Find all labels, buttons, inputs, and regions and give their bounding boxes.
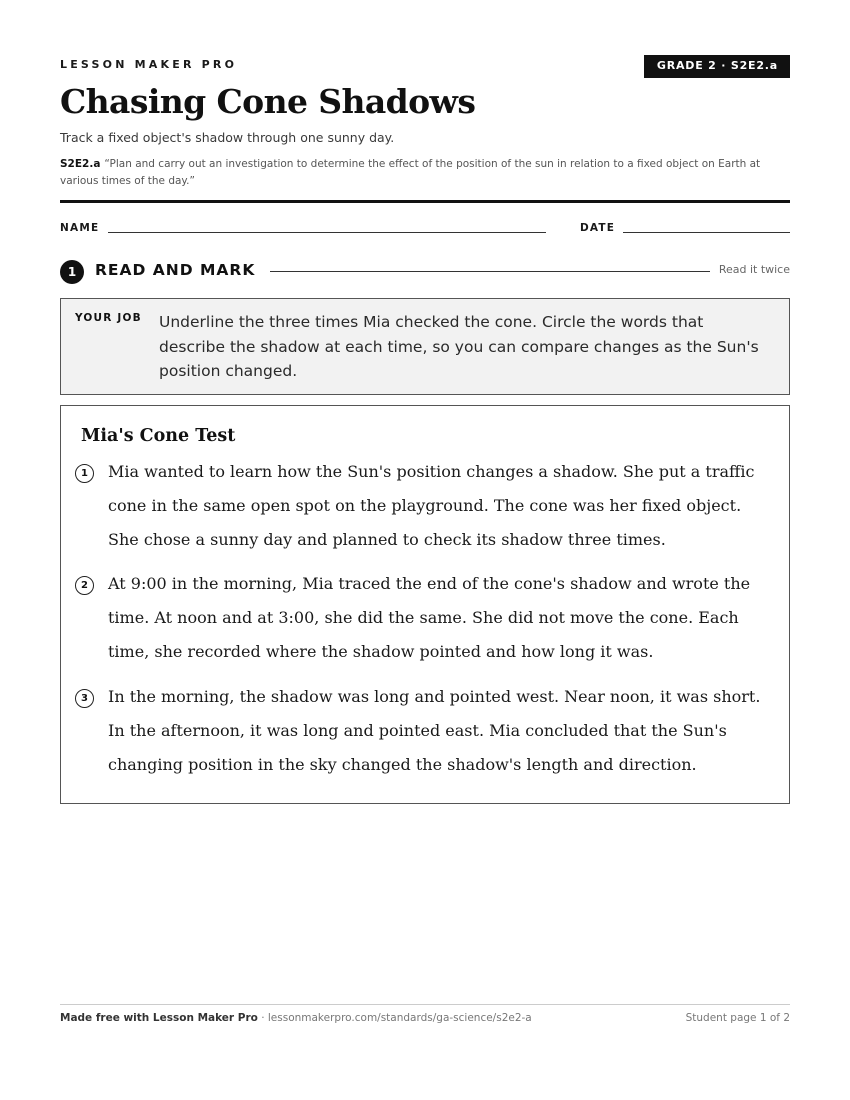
passage-title: Mia's Cone Test	[81, 426, 236, 446]
paragraph-number-3: 3	[75, 689, 94, 708]
page-title: Chasing Cone Shadows	[60, 82, 476, 121]
footer-url[interactable]: lessonmakerpro.com/standards/ga-science/s2e2-a	[267, 1012, 532, 1024]
standard-statement	[60, 156, 790, 190]
standard-code: S2E2.a	[60, 158, 101, 170]
paragraph-number-1: 1	[75, 464, 94, 483]
footer-divider	[60, 1004, 790, 1005]
footer-page-number: Student page 1 of 2	[685, 1012, 790, 1024]
footer-separator: ·	[257, 1012, 268, 1024]
your-job-label: YOUR JOB	[75, 312, 142, 324]
date-line[interactable]	[623, 232, 790, 233]
brand-name: LESSON MAKER PRO	[60, 58, 238, 71]
paragraph-number-2: 2	[75, 576, 94, 595]
header-divider	[60, 200, 790, 203]
paragraph-text-1: Mia wanted to learn how the Sun's position changes a shadow. She put a traffic cone in the same open spot on the playground. The cone was her fixed object. She chose a sunny day and planned to check its shadow three times.	[108, 462, 755, 549]
section-divider	[270, 271, 710, 272]
date-label: DATE	[580, 222, 616, 234]
your-job-instructions: Underline the three times Mia checked the cone. Circle the words that describe the shadow at each time, so you can compare changes as the Sun's position changed.	[159, 313, 759, 380]
paragraph-text-3: In the morning, the shadow was long and pointed west. Near noon, it was short. In the afternoon, it was long and pointed east. Mia concluded that the Sun's changing position in the sky changed the shadow's length and direction.	[108, 687, 761, 774]
section-number: 1	[60, 260, 84, 284]
reading-passage	[60, 405, 790, 804]
grade-badge: GRADE 2 · S2E2.a	[644, 55, 790, 78]
section-hint: Read it twice	[718, 263, 790, 276]
paragraph-text-2: At 9:00 in the morning, Mia traced the end of the cone's shadow and wrote the time. At noon and at 3:00, she did the same. She did not move the cone. Each time, she recorded where the shadow pointed and how long it was.	[108, 574, 751, 661]
footer-credit	[60, 1012, 532, 1024]
footer-made-with: Made free with Lesson Maker Pro	[60, 1012, 258, 1024]
standard-text: “Plan and carry out an investigation to determine the effect of the position of the sun in relation to a fixed object on Earth at various times of the day.”	[60, 158, 761, 187]
page-subtitle: Track a fixed object's shadow through one sunny day.	[60, 130, 395, 145]
name-label: NAME	[60, 222, 100, 234]
name-line[interactable]	[108, 232, 546, 233]
section-title: READ AND MARK	[95, 261, 256, 279]
your-job-box	[60, 298, 790, 395]
